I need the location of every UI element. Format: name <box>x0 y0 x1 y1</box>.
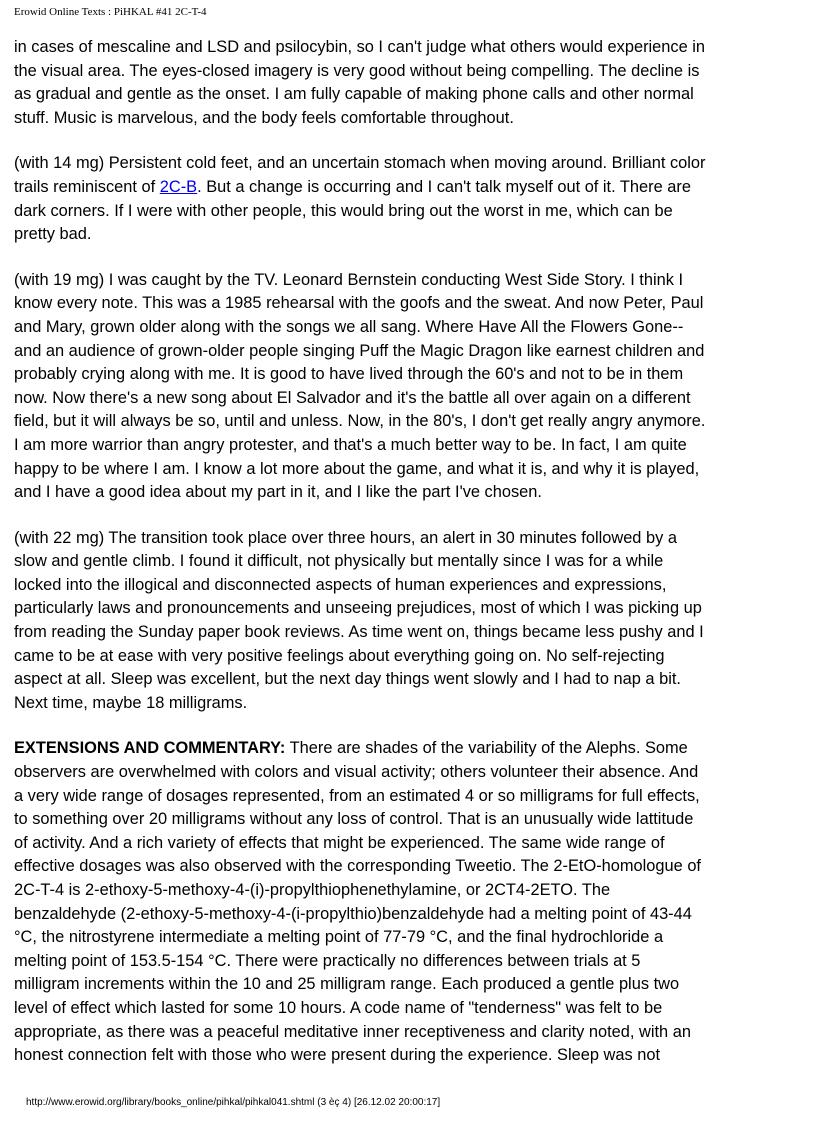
paragraph-1 <box>14 36 814 130</box>
text-line: observers are overwhelmed with colors and visual activity; others volunteer their absence. And <box>14 763 699 782</box>
text-line: particularly laws and pronouncements and unseeing prejudices, most of which I was picking up <box>14 599 702 618</box>
text-line: slow and gentle climb. I found it difficult, not physically but mentally since I was for a while <box>14 552 664 571</box>
text-line: probably crying along with me. It is good to have lived through the 60's and not to be in them <box>14 365 684 384</box>
text-line: (with 22 mg) The transition took place over three hours, an alert in 30 minutes followed by a <box>14 528 677 547</box>
text-line: came to be at ease with very positive feelings about everything going on. No self-rejecting <box>14 646 665 665</box>
text-fragment: There are shades of the variability of the Alephs. Some <box>285 739 688 758</box>
text-line: locked into the illogical and disconnected aspects of human experiences and expressions, <box>14 575 667 594</box>
text-line: aspect at all. Sleep was excellent, but the next day things went slowly and I had to nap a bit. <box>14 670 681 689</box>
text-line: (with 19 mg) I was caught by the TV. Leonard Bernstein conducting West Side Story. I think I <box>14 270 684 289</box>
paragraph-3 <box>14 269 814 505</box>
text-line: milligram increments within the 10 and 25 milligram range. Each produced a gentle plus two <box>14 975 680 994</box>
text-line: now. Now there's a new song about El Salvador and it's the battle all over again on a different <box>14 388 691 407</box>
text-fragment: trails reminiscent of <box>14 177 160 196</box>
text-line: 2C-T-4 is 2-ethoxy-5-methoxy-4-(i)-propylthiophenethylamine, or 2CT4-2ETO. The <box>14 881 611 899</box>
paragraph-2 <box>14 152 814 246</box>
text-line: benzaldehyde (2-ethoxy-5-methoxy-4-(i-propylthio)benzaldehyde had a melting point of 43-44 <box>14 904 692 923</box>
text-line: and Mary, grown older along with the songs we all sang. Where Have All the Flowers Gone-- <box>14 317 684 336</box>
text-line: the visual area. The eyes-closed imagery is very good without being compelling. The decline is <box>14 61 700 80</box>
text-line: field, but it will always be so, until and unless. Now, in the 80's, I don't get really angry anymore. <box>14 412 706 431</box>
section-heading: EXTENSIONS AND COMMENTARY: <box>14 739 286 758</box>
text-line: I am more warrior than angry protester, and that's a much better way to be. In fact, I am quite <box>14 435 687 454</box>
text-line: level of effect which lasted for some 10 hours. A code name of "tenderness" was felt to be <box>14 998 663 1017</box>
text-line: stuff. Music is marvelous, and the body feels comfortable throughout. <box>14 108 514 127</box>
text-line <box>14 737 814 761</box>
text-line: appropriate, as there was a peaceful meditative inner receptiveness and clarity noted, with an <box>14 1022 691 1041</box>
link-2c-b[interactable]: 2C-B <box>159 177 198 196</box>
text-line: as gradual and gentle as the onset. I am fully capable of making phone calls and other normal <box>14 85 694 104</box>
paragraph-4 <box>14 527 814 716</box>
text-line: and I have a good idea about my part in it, and I like the part I've chosen. <box>14 483 542 502</box>
text-line: to something over 20 milligrams without any loss of control. That is an unusually wide lattitude <box>14 810 694 829</box>
text-line: in cases of mescaline and LSD and psilocybin, so I can't judge what others would experience in <box>14 38 706 56</box>
text-line: pretty bad. <box>14 225 92 244</box>
text-line: from reading the Sunday paper book reviews. As time went on, things became less pushy and I <box>14 623 704 642</box>
text-line: and an audience of grown-older people singing Puff the Magic Dragon like earnest children and <box>14 341 705 360</box>
text-line: a very wide range of dosages represented, from an estimated 4 or so milligrams for full effects, <box>14 786 700 805</box>
text-line: happy to be where I am. I know a lot more about the game, and what it is, and why it is played, <box>14 459 700 478</box>
page-footer-url: http://www.erowid.org/library/books_online/pihkal/pihkal041.shtml (3 èç 4) [26.12.02 20:00:17] <box>26 1097 441 1108</box>
page-header: Erowid Online Texts : PiHKAL #41 2C-T-4 <box>14 6 207 18</box>
text-line: of activity. And a rich variety of effects that might be experienced. The same wide range of <box>14 833 665 852</box>
text-line: Next time, maybe 18 milligrams. <box>14 693 248 712</box>
text-line <box>14 176 814 200</box>
text-line: know every note. This was a 1985 rehearsal with the goofs and the sweat. And now Peter, Paul <box>14 294 704 313</box>
text-line: (with 14 mg) Persistent cold feet, and an uncertain stomach when moving around. Brilliant color <box>14 154 706 173</box>
document-body <box>14 36 814 1090</box>
text-line: melting point of 153.5-154 °C. There were practically no differences between trials at 5 <box>14 951 641 970</box>
paragraph-5 <box>14 737 814 1067</box>
text-line: dark corners. If I were with other people, this would bring out the worst in me, which can be <box>14 201 673 220</box>
text-line: honest connection felt with those who were present during the experience. Sleep was not <box>14 1046 661 1065</box>
text-fragment: . But a change is occurring and I can't talk myself out of it. There are <box>197 177 691 196</box>
text-line: °C, the nitrostyrene intermediate a melting point of 77-79 °C, and the final hydrochloride a <box>14 928 664 947</box>
text-line: effective dosages was also observed with the corresponding Tweetio. The 2-EtO-homologue of <box>14 857 701 876</box>
